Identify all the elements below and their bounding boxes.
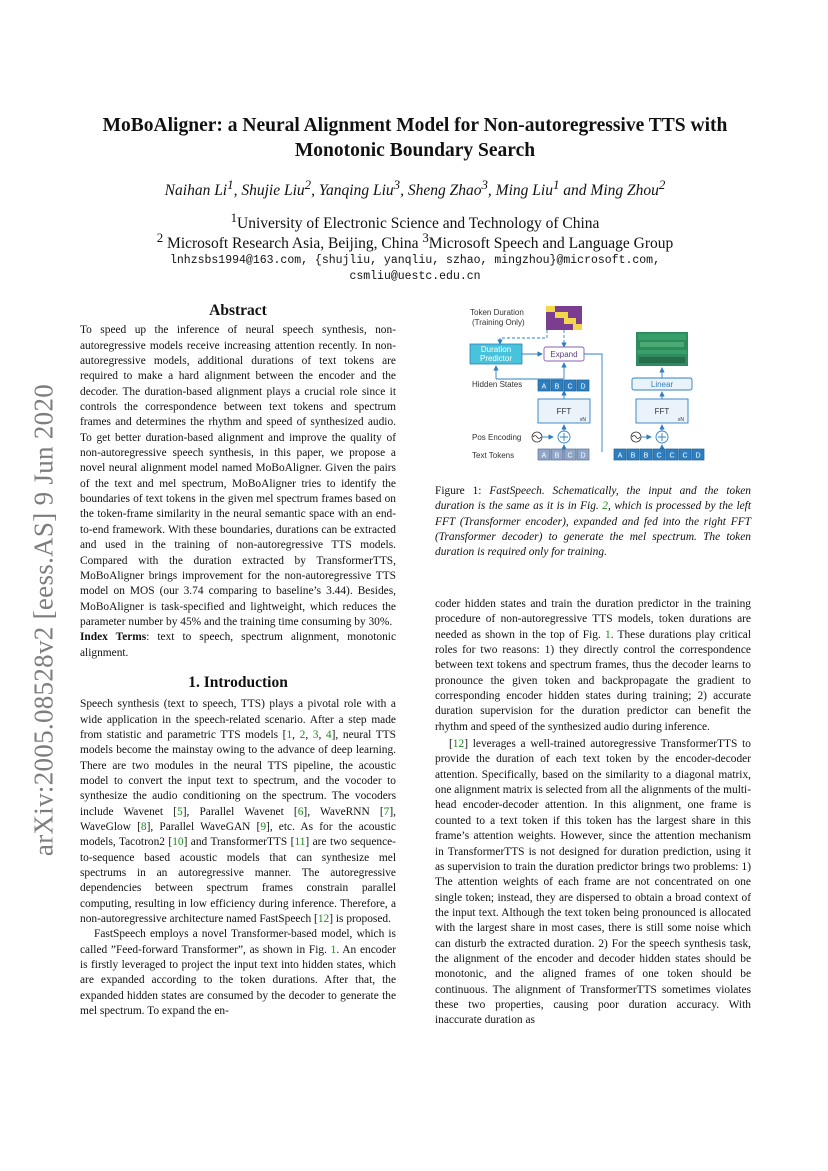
linear-label: Linear xyxy=(650,380,674,389)
citation-link[interactable]: 9 xyxy=(260,821,267,833)
hidden-state-tokens xyxy=(538,380,589,391)
abstract-text: To speed up the inference of neural speech synthesis, non-autoregressive models receive increasing attention recently. In non-autoregressive models, additional durations of text tokens are required to make a hard alignment between the encoder and the decoder. The duration-based alignment plays a crucial role since it controls the correspondence between text tokens and spectrum frames and determines the rhythm and speed of synthesized audio. To get better duration-based alignment and improve the quality of non-autoregressive speech synthesis, in this paper, we propose a novel neural alignment model named MoBoAligner. Given the pairs of the text and mel spectrum, MoBoAligner tries to identify the boundaries of text tokens in the given mel spectrum frames based on the token-frame similarity in the neural semantic space with an end-to-end framework. With these boundaries, durations can be extracted and used in the training of non-autoregressive TTS models. Compared with the duration extracted by TransformerTTS, MoBoAligner brings improvement for the non-autoregressive TTS model on MOS (our 3.74 comparing to baseline’s 3.44). Besides, MoBoAligner is task-specified and lightweight, which reduces the parameter number by 45% and the training time consuming by 30%. xyxy=(80,324,396,628)
author-sup: 3 xyxy=(393,177,401,192)
author-sup: 2 xyxy=(658,177,666,192)
citation-link[interactable]: 3 xyxy=(312,728,319,741)
citation-link[interactable]: 8 xyxy=(140,821,147,833)
index-terms xyxy=(80,630,396,661)
author-sup: 3 xyxy=(481,177,488,192)
figure-link[interactable]: 1 xyxy=(605,628,611,641)
decoder-token-label: B xyxy=(630,452,636,460)
predictor-label-1: Duration xyxy=(480,345,512,354)
text-tokens-label: Text Tokens xyxy=(472,451,515,460)
encoder-token-label: A xyxy=(541,452,547,460)
encoder-token-label: C xyxy=(567,452,573,460)
token-duration-heatmap xyxy=(546,306,582,330)
arxiv-sidebar xyxy=(14,350,74,890)
author-emails xyxy=(60,253,770,285)
citation-link[interactable]: 10 xyxy=(172,836,184,849)
affil-text: Microsoft Speech and Language Group xyxy=(428,235,674,253)
intro-paragraph-2: FastSpeech employs a novel Transformer-based model, which is called ”Feed-forward Transformer”, as shown in Fig. 1. An encoder is firstly leveraged to project the input text into hidden states, which are expanded according to the token durations. After that, the expanded hidden states are consumed by the decoder to generate the mel spectrum. To expand the en- xyxy=(80,928,396,1018)
abstract-heading: Abstract xyxy=(209,302,267,319)
author: Shujie Liu xyxy=(241,182,305,200)
encoder-fft-label: FFT xyxy=(556,407,572,416)
author: Ming Zhou xyxy=(590,182,659,200)
decoder-token-label: D xyxy=(695,452,701,460)
email-line-1: lnhzsbs1994@163.com, {shujliu, yanqliu, szhao, mingzhou}@microsoft.com, xyxy=(170,254,660,267)
training-only-label: (Training Only) xyxy=(472,318,525,327)
title-line-2: Monotonic Boundary Search xyxy=(294,140,536,161)
author: Yanqing Liu xyxy=(318,182,394,200)
figure-1-caption: Figure 1: FastSpeech. Schematically, the input and the token duration is the same as it is in Fig. 2, which is processed by the left FFT (Transformer encoder), expanded and fed into the right FFT (Transformer decoder) to generate the mel spectrum. The token duration is required only for training. xyxy=(435,485,752,559)
decoder-nx-label: xN xyxy=(677,417,684,423)
encoder-token-label: B xyxy=(554,452,560,460)
decoder-token-label: C xyxy=(682,452,688,460)
hidden-state-token-label: D xyxy=(580,383,586,391)
citation-link[interactable]: 4 xyxy=(325,728,332,741)
decoder-token-label: C xyxy=(656,452,662,460)
citation-link[interactable]: 2 xyxy=(299,728,306,741)
predictor-label-2: Predictor xyxy=(479,354,513,363)
pos-encoding-label: Pos Encoding xyxy=(472,433,522,442)
encoder-pos-encoding xyxy=(532,425,570,452)
citation-link[interactable]: 6 xyxy=(297,805,304,818)
encoder-nx-label: xN xyxy=(579,417,586,423)
intro-heading: 1. Introduction xyxy=(188,673,288,691)
mel-spectrum-image xyxy=(636,332,688,366)
left-column xyxy=(80,303,396,1019)
email-line-2: csmliu@uestc.edu.cn xyxy=(349,270,481,283)
citation-link[interactable]: 7 xyxy=(383,805,390,818)
affiliation-2 xyxy=(60,230,770,253)
index-terms-label: Index Terms xyxy=(80,631,147,644)
decoder-fft-label: FFT xyxy=(654,407,670,416)
decoder-token-label: C xyxy=(669,452,675,460)
author: Naihan Li xyxy=(164,182,228,200)
expand-label: Expand xyxy=(550,350,578,359)
figure-link[interactable]: 2 xyxy=(602,500,608,513)
encoder-token-label: D xyxy=(580,452,586,460)
decoder-token-label: A xyxy=(617,452,623,460)
author: Sheng Zhao xyxy=(407,182,482,200)
citation-link[interactable]: 12 xyxy=(317,913,330,926)
intro-paragraph-1: Speech synthesis (text to speech, TTS) plays a pivotal role with a wide application in the speech-related scenario. After a step made from statistic and parametric TTS models [1, 2, 3, 4], neural TTS models become the mainstay owing to the advance of deep learning. There are two modules in the neural TTS pipeline, the acoustic model to convert the input text to spectrum, and the vocoder to synthesize the audio conditioning on the spectrum. The vocoders include Wavenet [5], Parallel Wavenet [6], WaveRNN [7], WaveGlow [8], Parallel WaveGAN [9], etc. As for the acoustic models, Tacotron2 [10] and TransformerTTS [11] are two sequence-to-sequence based acoustic models that can synthesize mel spectrums in an autoregressive manner. The autoregressive dependencies between spectrum frames constrain parallel computing, resulting in low efficiency during inference. Therefore, a non-autoregressive architecture named FastSpeech [12] is proposed. xyxy=(80,698,397,926)
author-sup: 1 xyxy=(552,177,560,192)
author: Ming Liu xyxy=(495,182,553,200)
author-sup: 1 xyxy=(227,177,234,192)
affil-text: University of Electronic Science and Technology of China xyxy=(237,215,600,233)
citation-link[interactable]: 12 xyxy=(452,738,465,751)
token-duration-label: Token Duration xyxy=(470,308,524,317)
hidden-state-token-label: B xyxy=(554,383,560,391)
hidden-state-token-label: C xyxy=(567,383,573,391)
citation-link[interactable]: 11 xyxy=(294,836,306,849)
hidden-states-label: Hidden States xyxy=(472,380,523,389)
decoder-expanded-tokens xyxy=(614,449,704,460)
index-terms-text: : text to speech, spectrum alignment, monotonic alignment. xyxy=(80,631,396,659)
affil-text: Microsoft Research Asia, Beijing, China xyxy=(163,235,423,253)
citation-link[interactable]: 1 xyxy=(286,728,293,741)
author-list: Naihan Li$^1$, Shujie Liu$^2$, Yanqing Liu$^3$, Sheng Zhao$^3$, Ming Liu$^1$ and Ming Zhou$^2$ xyxy=(164,177,666,200)
figure-link[interactable]: 1 xyxy=(330,943,337,956)
author-sup: 2 xyxy=(304,177,312,192)
title-line-1: MoBoAligner: a Neural Alignment Model for Non-autoregressive TTS with xyxy=(102,115,728,136)
right-paragraph-2: [12] leverages a well-trained autoregressive TransformerTTS to provide the duration of each text token by the encoder-decoder attention. Specifically, based on the similarity to a diagonal matrix, one alignment matrix is selected from all the alignments of the multi-head encoder-decoder attention. In this alignment, one frame is counted to a text token if this token has the largest share in this frame’s attention weights. However, since the attention mechanism in TransformerTTS is not designed for duration prediction, using it as supervision to train the duration predictor brings two problems: 1) The attention weights of each frame are not concentrated on one single token; instead, they are dispersed to obtain a broad context of the input text. Although the text token being pronounced is allocated with the largest share in most cases, there is still some noise which can disturb the extracted duration. 2) For the speech synthesis task, the alignment of the encoder and decoder hidden states should be monotonic, and the aligned frames of one token should be continuous. The alignment of TransformerTTS sometimes violates these two properties, causing poor duration accuracy. With inaccurate duration as xyxy=(435,738,752,1027)
caption-label: Figure 1: xyxy=(435,485,490,497)
citation-link[interactable]: 5 xyxy=(176,805,183,818)
arxiv-id: arXiv:2005.08528v2 [eess.AS] 9 Jun 2020 xyxy=(28,383,59,857)
decoder-pos-encoding xyxy=(631,425,668,452)
affil-sup: 2 xyxy=(156,230,164,245)
right-paragraph-1: coder hidden states and train the duration predictor in the training procedure of non-autoregressive TTS models, token durations are needed as shown in the top of Fig. 1. These durations play critical roles for two reasons: 1) they directly control the correspondence between text tokens and spectrum frames, thus the decoder learns to pronounce the given token and backpropagate the gradient to corresponding encoder hidden states during training; 2) accurate duration supervision for the duration predictor can benefit the rhythm and speed of the synthesized audio during inference. xyxy=(435,598,751,733)
encoder-text-tokens xyxy=(538,449,589,460)
affil-sup: 3 xyxy=(422,230,429,245)
affil-sup: 1 xyxy=(230,210,238,225)
decoder-token-label: B xyxy=(643,452,649,460)
right-column xyxy=(435,597,751,1029)
paper-title xyxy=(60,113,770,163)
figure-1-diagram xyxy=(462,304,724,468)
hidden-state-token-label: A xyxy=(541,383,547,391)
